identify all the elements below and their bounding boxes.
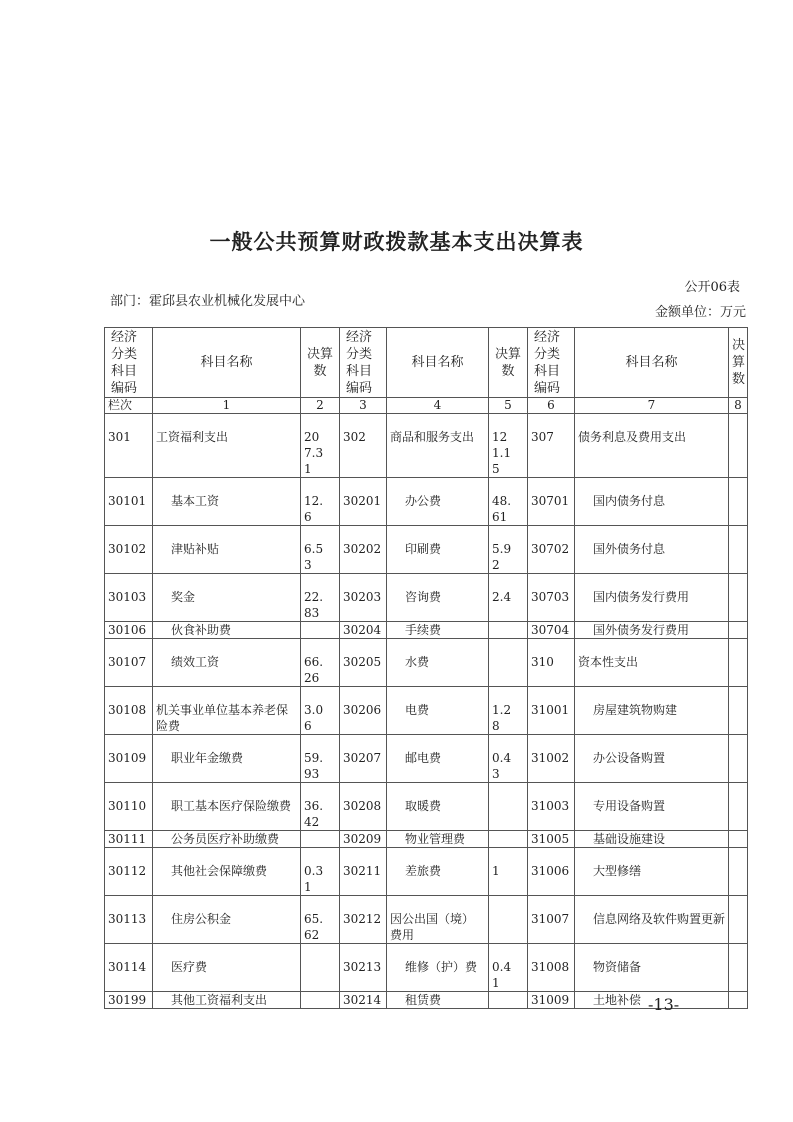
- code-cell: 30203: [340, 574, 387, 622]
- amount-cell: [301, 622, 340, 639]
- amount-cell: 0.43: [489, 735, 528, 783]
- item-name-cell: 大型修缮: [575, 848, 729, 896]
- table-row: [105, 414, 748, 478]
- amount-cell: [301, 831, 340, 848]
- item-name-cell: 奖金: [153, 574, 301, 622]
- amount-cell: [729, 896, 748, 944]
- item-name-cell: 住房公积金: [153, 896, 301, 944]
- code-cell: 30102: [105, 526, 153, 574]
- item-name-cell: 国内债务发行费用: [575, 574, 729, 622]
- column-number-row: [105, 398, 748, 414]
- item-name-cell: 邮电费: [387, 735, 489, 783]
- amount-cell: 48.61: [489, 478, 528, 526]
- code-cell: 31003: [528, 783, 575, 831]
- header-row: [105, 328, 748, 398]
- amount-cell: [489, 992, 528, 1009]
- code-cell: 31001: [528, 687, 575, 735]
- table-row: [105, 622, 748, 639]
- amount-cell: [729, 848, 748, 896]
- item-name-cell: 基本工资: [153, 478, 301, 526]
- amount-cell: [301, 992, 340, 1009]
- amount-cell: 12.6: [301, 478, 340, 526]
- code-cell: 30202: [340, 526, 387, 574]
- item-name-cell: 机关事业单位基本养老保险费: [153, 687, 301, 735]
- code-cell: 30103: [105, 574, 153, 622]
- code-cell: 302: [340, 414, 387, 478]
- item-name-cell: 咨询费: [387, 574, 489, 622]
- code-cell: 30211: [340, 848, 387, 896]
- code-cell: 30207: [340, 735, 387, 783]
- item-name-cell: 物资储备: [575, 944, 729, 992]
- table-row: [105, 574, 748, 622]
- table-row: [105, 478, 748, 526]
- header-cell: 决算数: [729, 328, 748, 398]
- amount-cell: 5.92: [489, 526, 528, 574]
- item-name-cell: 物业管理费: [387, 831, 489, 848]
- amount-cell: 207.31: [301, 414, 340, 478]
- amount-cell: [489, 622, 528, 639]
- code-cell: 30214: [340, 992, 387, 1009]
- amount-cell: [729, 783, 748, 831]
- amount-cell: [729, 735, 748, 783]
- item-name-cell: 因公出国（境）费用: [387, 896, 489, 944]
- table-row: [105, 831, 748, 848]
- item-name-cell: 国内债务付息: [575, 478, 729, 526]
- item-name-cell: 公务员医疗补助缴费: [153, 831, 301, 848]
- item-name-cell: 绩效工资: [153, 639, 301, 687]
- table-row: [105, 896, 748, 944]
- column-number: 7: [575, 398, 729, 414]
- item-name-cell: 医疗费: [153, 944, 301, 992]
- header-cell: 科目名称: [153, 328, 301, 398]
- item-name-cell: 维修（护）费: [387, 944, 489, 992]
- amount-cell: [489, 896, 528, 944]
- item-name-cell: 工资福利支出: [153, 414, 301, 478]
- code-cell: 30209: [340, 831, 387, 848]
- column-number: 4: [387, 398, 489, 414]
- amount-cell: [729, 992, 748, 1009]
- code-cell: 31002: [528, 735, 575, 783]
- code-cell: 30703: [528, 574, 575, 622]
- item-name-cell: 租赁费: [387, 992, 489, 1009]
- amount-cell: [729, 831, 748, 848]
- header-cell: 经济分类科目编码: [105, 328, 153, 398]
- amount-cell: [301, 944, 340, 992]
- code-cell: 310: [528, 639, 575, 687]
- item-name-cell: 其他工资福利支出: [153, 992, 301, 1009]
- amount-cell: [729, 639, 748, 687]
- header-cell: 经济分类科目编码: [340, 328, 387, 398]
- column-number: 6: [528, 398, 575, 414]
- code-cell: 30212: [340, 896, 387, 944]
- code-cell: 31009: [528, 992, 575, 1009]
- code-cell: 30704: [528, 622, 575, 639]
- table-row: [105, 783, 748, 831]
- amount-cell: [729, 574, 748, 622]
- amount-cell: 0.41: [489, 944, 528, 992]
- amount-cell: 1: [489, 848, 528, 896]
- item-name-cell: 津贴补贴: [153, 526, 301, 574]
- code-cell: 30111: [105, 831, 153, 848]
- item-name-cell: 办公设备购置: [575, 735, 729, 783]
- code-cell: 30702: [528, 526, 575, 574]
- amount-cell: 66.26: [301, 639, 340, 687]
- item-name-cell: 电费: [387, 687, 489, 735]
- item-name-cell: 资本性支出: [575, 639, 729, 687]
- code-cell: 30206: [340, 687, 387, 735]
- amount-cell: [489, 831, 528, 848]
- department-label: 部门：霍邱县农业机械化发展中心: [110, 294, 306, 309]
- table-row: [105, 944, 748, 992]
- header-cell: 决算数: [301, 328, 340, 398]
- code-cell: 30208: [340, 783, 387, 831]
- code-cell: 30101: [105, 478, 153, 526]
- column-number: 8: [729, 398, 748, 414]
- item-name-cell: 手续费: [387, 622, 489, 639]
- amount-cell: 3.06: [301, 687, 340, 735]
- code-cell: 30213: [340, 944, 387, 992]
- item-name-cell: 房屋建筑物购建: [575, 687, 729, 735]
- amount-cell: 0.31: [301, 848, 340, 896]
- column-number: 栏次: [105, 398, 153, 414]
- amount-cell: 1.28: [489, 687, 528, 735]
- amount-cell: 65.62: [301, 896, 340, 944]
- item-name-cell: 国外债务付息: [575, 526, 729, 574]
- code-cell: 30108: [105, 687, 153, 735]
- item-name-cell: 差旅费: [387, 848, 489, 896]
- column-number: 5: [489, 398, 528, 414]
- header-cell: 科目名称: [387, 328, 489, 398]
- item-name-cell: 职工基本医疗保险缴费: [153, 783, 301, 831]
- item-name-cell: 印刷费: [387, 526, 489, 574]
- code-cell: 30106: [105, 622, 153, 639]
- code-cell: 30701: [528, 478, 575, 526]
- amount-unit-label: 金额单位：万元: [654, 305, 746, 320]
- amount-cell: [729, 687, 748, 735]
- item-name-cell: 水费: [387, 639, 489, 687]
- item-name-cell: 土地补偿: [575, 992, 729, 1009]
- item-name-cell: 职业年金缴费: [153, 735, 301, 783]
- amount-cell: 121.15: [489, 414, 528, 478]
- table-row: [105, 848, 748, 896]
- code-cell: 30107: [105, 639, 153, 687]
- amount-cell: 22.83: [301, 574, 340, 622]
- code-cell: 301: [105, 414, 153, 478]
- column-number: 3: [340, 398, 387, 414]
- amount-cell: 2.4: [489, 574, 528, 622]
- item-name-cell: 商品和服务支出: [387, 414, 489, 478]
- code-cell: 30110: [105, 783, 153, 831]
- amount-cell: 36.42: [301, 783, 340, 831]
- item-name-cell: 专用设备购置: [575, 783, 729, 831]
- expenditure-table: [104, 327, 748, 1009]
- code-cell: 30201: [340, 478, 387, 526]
- amount-cell: 59.93: [301, 735, 340, 783]
- table-number: 公开06表: [684, 280, 740, 295]
- amount-cell: [489, 783, 528, 831]
- amount-cell: [489, 639, 528, 687]
- item-name-cell: 其他社会保障缴费: [153, 848, 301, 896]
- code-cell: 30199: [105, 992, 153, 1009]
- column-number: 2: [301, 398, 340, 414]
- item-name-cell: 国外债务发行费用: [575, 622, 729, 639]
- item-name-cell: 债务利息及费用支出: [575, 414, 729, 478]
- item-name-cell: 信息网络及软件购置更新: [575, 896, 729, 944]
- page-number: -13-: [648, 995, 680, 1014]
- item-name-cell: 基础设施建设: [575, 831, 729, 848]
- header-cell: 经济分类科目编码: [528, 328, 575, 398]
- header-cell: 决算数: [489, 328, 528, 398]
- item-name-cell: 办公费: [387, 478, 489, 526]
- header-cell: 科目名称: [575, 328, 729, 398]
- item-name-cell: 伙食补助费: [153, 622, 301, 639]
- code-cell: 30114: [105, 944, 153, 992]
- table-row: [105, 687, 748, 735]
- code-cell: 31005: [528, 831, 575, 848]
- code-cell: 30109: [105, 735, 153, 783]
- column-number: 1: [153, 398, 301, 414]
- amount-cell: 6.53: [301, 526, 340, 574]
- table-row: [105, 735, 748, 783]
- amount-cell: [729, 414, 748, 478]
- amount-cell: [729, 478, 748, 526]
- code-cell: 307: [528, 414, 575, 478]
- table-row: [105, 526, 748, 574]
- code-cell: 31008: [528, 944, 575, 992]
- item-name-cell: 取暖费: [387, 783, 489, 831]
- code-cell: 30204: [340, 622, 387, 639]
- code-cell: 31006: [528, 848, 575, 896]
- code-cell: 30205: [340, 639, 387, 687]
- code-cell: 31007: [528, 896, 575, 944]
- code-cell: 30112: [105, 848, 153, 896]
- amount-cell: [729, 622, 748, 639]
- code-cell: 30113: [105, 896, 153, 944]
- document-title: 一般公共预算财政拨款基本支出决算表: [209, 230, 584, 254]
- amount-cell: [729, 944, 748, 992]
- table-row: [105, 639, 748, 687]
- amount-cell: [729, 526, 748, 574]
